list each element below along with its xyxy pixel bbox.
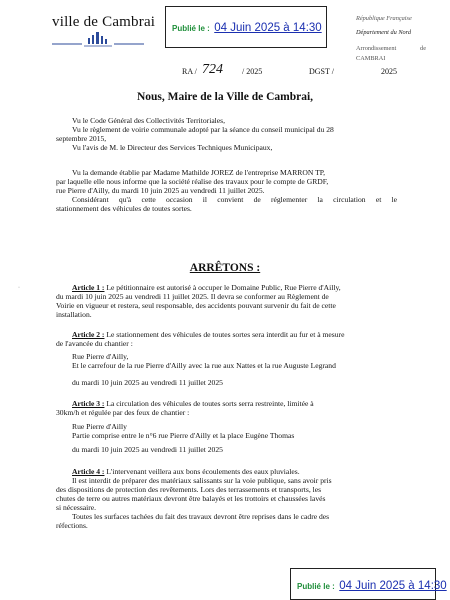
article-1-line: installation. [56, 310, 92, 319]
article-4-line: des dispositions de protection des revêtements. Lors des terrassements et transports, les [56, 485, 322, 494]
article-1-label: Article 1 : [72, 283, 105, 292]
header-republique: République Française [356, 15, 412, 22]
article-2-line: de l'avancée du chantier : [56, 339, 133, 348]
article-3-label: Article 3 : [72, 399, 105, 408]
header-cambrai: CAMBRAI [356, 55, 386, 62]
preamble-line: Vu le Code Général des Collectivités Territoriales, [72, 116, 226, 125]
ra-prefix: RA / [182, 67, 197, 76]
article-2-place: Et le carrefour de la rue Pierre d'Ailly avec la rue aux Nattes et la rue Auguste Legrand [72, 361, 336, 370]
article-2-place: Rue Pierre d'Ailly, [72, 352, 129, 361]
article-1-line: du mardi 10 juin 2025 au vendredi 11 juillet 2025. Il devra se conformer au Règlement de [56, 292, 329, 301]
dgst-year: 2025 [381, 67, 397, 76]
article-1-line [72, 283, 341, 292]
published-label: Publié le : [297, 582, 335, 591]
article-3-place: Partie comprise entre le n°6 rue Pierre d'Ailly et la place Eugène Thomas [72, 431, 295, 440]
request-line: Considérant qu'à cette occasion il convient de réglementer la circulation et le [72, 195, 397, 204]
published-stamp-top [165, 6, 327, 48]
published-label: Publié le : [172, 24, 210, 33]
published-date: 04 Juin 2025 à 14:30 [339, 580, 447, 592]
article-3-place: Rue Pierre d'Ailly [72, 422, 127, 431]
article-4-label: Article 4 : [72, 467, 105, 476]
article-4-line: si nécessaire. [56, 503, 97, 512]
article-1-text: Le pétitionnaire est autorisé à occuper le Domaine Public, Rue Pierre d'Ailly, [104, 283, 341, 292]
article-2-text: Le stationnement des véhicules de toutes sortes sera interdit au fur et à mesure [104, 330, 345, 339]
published-stamp-bottom [290, 568, 447, 600]
preamble-line: septembre 2015, [56, 134, 107, 143]
request-line: rue Pierre d'Ailly, du mardi 10 juin 2025 au vendredi 11 juillet 2025. [56, 186, 265, 195]
article-1-line: Voirie en vigueur et restera, seul responsable, des accidents pouvant survenir du fait de cette [56, 301, 336, 310]
article-3-dates: du mardi 10 juin 2025 au vendredi 11 juillet 2025 [72, 445, 223, 454]
article-3-line: 30km/h et régulée par des feux de chantier : [56, 408, 190, 417]
article-2-dates: du mardi 10 juin 2025 au vendredi 11 juillet 2025 [72, 378, 223, 387]
margin-mark: · [18, 285, 20, 291]
published-date: 04 Juin 2025 à 14:30 [214, 22, 322, 34]
article-3-line [72, 399, 314, 408]
city-logo-icon [52, 32, 144, 48]
preamble-line: Vu le règlement de voirie communale adopté par la séance du conseil municipal du 28 [72, 125, 334, 134]
article-4-line: réfections. [56, 521, 88, 530]
dgst-prefix: DGST / [309, 67, 334, 76]
page-title: Nous, Maire de la Ville de Cambrai, [136, 91, 314, 103]
article-4-line [72, 467, 300, 476]
header-departement: Département du Nord [356, 29, 412, 36]
article-4-line: Il est interdit de préparer des matériaux salissants sur la voie publique, sans avoir pris [72, 476, 332, 485]
header-arrondissement: Arrondissement de [356, 45, 426, 52]
article-4-line: chutes de terre ou autres matériaux devront être balayés et les trottoirs et chaussées lavés [56, 494, 326, 503]
request-line: Vu la demande établie par Madame Mathilde JOREZ de l'entreprise MARRON TP, [72, 168, 325, 177]
article-2-label: Article 2 : [72, 330, 105, 339]
ra-number: 724 [202, 62, 223, 77]
arretons-heading: ARRÊTONS : [189, 262, 261, 274]
article-4-text: L'intervenant veillera aux bons écoulements des eaux pluviales. [104, 467, 300, 476]
city-logo-text: ville de Cambrai [52, 14, 156, 30]
article-4-line: Toutes les surfaces tachées du fait des travaux devront être reprises dans le cadre des [72, 512, 330, 521]
preamble-line: Vu l'avis de M. le Directeur des Services Techniques Municipaux, [72, 143, 273, 152]
ra-year: / 2025 [242, 67, 263, 76]
request-line: stationnement des véhicules de toutes sortes. [56, 204, 192, 213]
request-line: par laquelle elle nous informe que la société réalise des travaux pour le compte de GRDF, [56, 177, 329, 186]
article-2-line [72, 330, 344, 339]
article-3-text: La circulation des véhicules de toutes sorts serra restreinte, limitée à [104, 399, 314, 408]
